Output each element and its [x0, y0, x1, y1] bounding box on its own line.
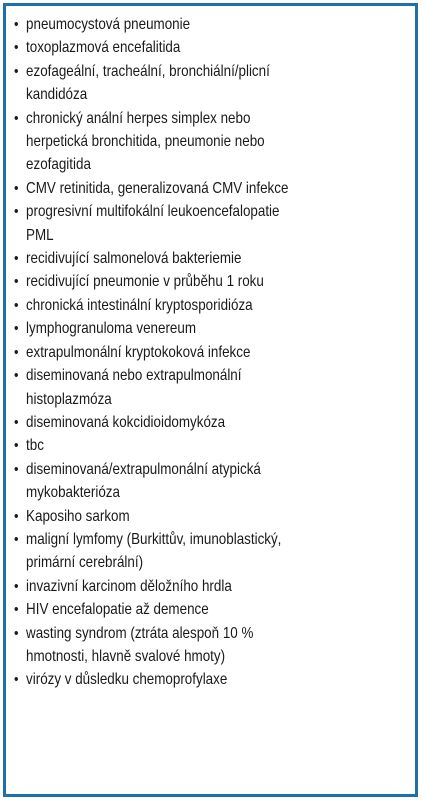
- list-item-line: HIV encefalopatie až demence: [26, 601, 209, 619]
- bullet-icon: •: [14, 250, 19, 268]
- condition-list: [6, 6, 415, 692]
- list-item-line: recidivující salmonelová bakteriemie: [26, 250, 242, 268]
- list-item-line: herpetická bronchitida, pneumonie nebo: [26, 133, 265, 151]
- list-item-line: ezofagitida: [26, 156, 91, 174]
- bordered-list-box: [3, 3, 418, 797]
- list-item: [14, 458, 413, 505]
- list-item-line: tbc: [26, 437, 44, 455]
- list-item: [14, 294, 413, 317]
- list-item-line: chronická intestinální kryptosporidióza: [26, 296, 253, 314]
- list-item: [14, 598, 413, 621]
- list-item-line: hmotnosti, hlavně svalové hmoty): [26, 647, 226, 665]
- list-item: [14, 411, 413, 434]
- bullet-icon: •: [14, 296, 19, 314]
- bullet-icon: •: [14, 320, 19, 338]
- list-item-line: wasting syndrom (ztráta alespoň 10 %: [26, 624, 254, 642]
- list-item-line: diseminovaná/extrapulmonální atypická: [26, 460, 261, 478]
- bullet-icon: •: [14, 179, 19, 197]
- list-item: [14, 668, 413, 691]
- list-item-line: progresivní multifokální leukoencefalopatie: [26, 203, 280, 221]
- bullet-icon: •: [14, 507, 19, 525]
- list-item-line: recidivující pneumonie v průběhu 1 roku: [26, 273, 264, 291]
- bullet-icon: •: [14, 601, 19, 619]
- list-item-line: maligní lymfomy (Burkittův, imunoblastický,: [26, 530, 282, 548]
- list-item: [14, 434, 413, 457]
- bullet-icon: •: [14, 624, 19, 642]
- list-item: [14, 528, 413, 575]
- list-item-line: PML: [26, 226, 54, 244]
- list-item-line: Kaposiho sarkom: [26, 507, 130, 525]
- list-item-line: histoplazmóza: [26, 390, 112, 408]
- bullet-icon: •: [14, 203, 19, 221]
- list-item-line: lymphogranuloma venereum: [26, 320, 196, 338]
- bullet-icon: •: [14, 343, 19, 361]
- bullet-icon: •: [14, 367, 19, 385]
- list-item: [14, 60, 413, 107]
- bullet-icon: •: [14, 16, 19, 33]
- list-item: [14, 622, 413, 669]
- list-item: [14, 36, 413, 59]
- list-item-line: mykobakterióza: [26, 484, 120, 502]
- bullet-icon: •: [14, 437, 19, 455]
- list-item-line: kandidóza: [26, 86, 88, 104]
- list-item: [14, 13, 413, 36]
- list-item: [14, 177, 413, 200]
- list-item: [14, 270, 413, 293]
- list-item: [14, 200, 413, 247]
- bullet-icon: •: [14, 530, 19, 548]
- list-item: [14, 247, 413, 270]
- bullet-icon: •: [14, 62, 19, 80]
- list-item-line: toxoplazmová encefalitida: [26, 39, 181, 57]
- list-item: [14, 364, 413, 411]
- list-item: [14, 107, 413, 177]
- list-item-line: diseminovaná nebo extrapulmonální: [26, 367, 242, 385]
- bullet-icon: •: [14, 273, 19, 291]
- bullet-icon: •: [14, 460, 19, 478]
- list-item-line: invazivní karcinom děložního hrdla: [26, 577, 232, 595]
- bullet-icon: •: [14, 413, 19, 431]
- list-item-line: ezofageální, tracheální, bronchiální/plicní: [26, 62, 270, 80]
- bullet-icon: •: [14, 671, 19, 689]
- list-item-line: extrapulmonální kryptokoková infekce: [26, 343, 251, 361]
- list-item-line: chronický anální herpes simplex nebo: [26, 109, 251, 127]
- list-item-line: pneumocystová pneumonie: [26, 16, 191, 33]
- list-item: [14, 341, 413, 364]
- list-item: [14, 505, 413, 528]
- list-item-line: primární cerebrální): [26, 554, 144, 572]
- bullet-icon: •: [14, 109, 19, 127]
- list-item-line: CMV retinitida, generalizovaná CMV infekce: [26, 179, 289, 197]
- bullet-icon: •: [14, 577, 19, 595]
- bullet-icon: •: [14, 39, 19, 57]
- list-item: [14, 575, 413, 598]
- list-item-line: virózy v důsledku chemoprofylaxe: [26, 671, 228, 689]
- list-item: [14, 317, 413, 340]
- list-item-line: diseminovaná kokcidioidomykóza: [26, 413, 226, 431]
